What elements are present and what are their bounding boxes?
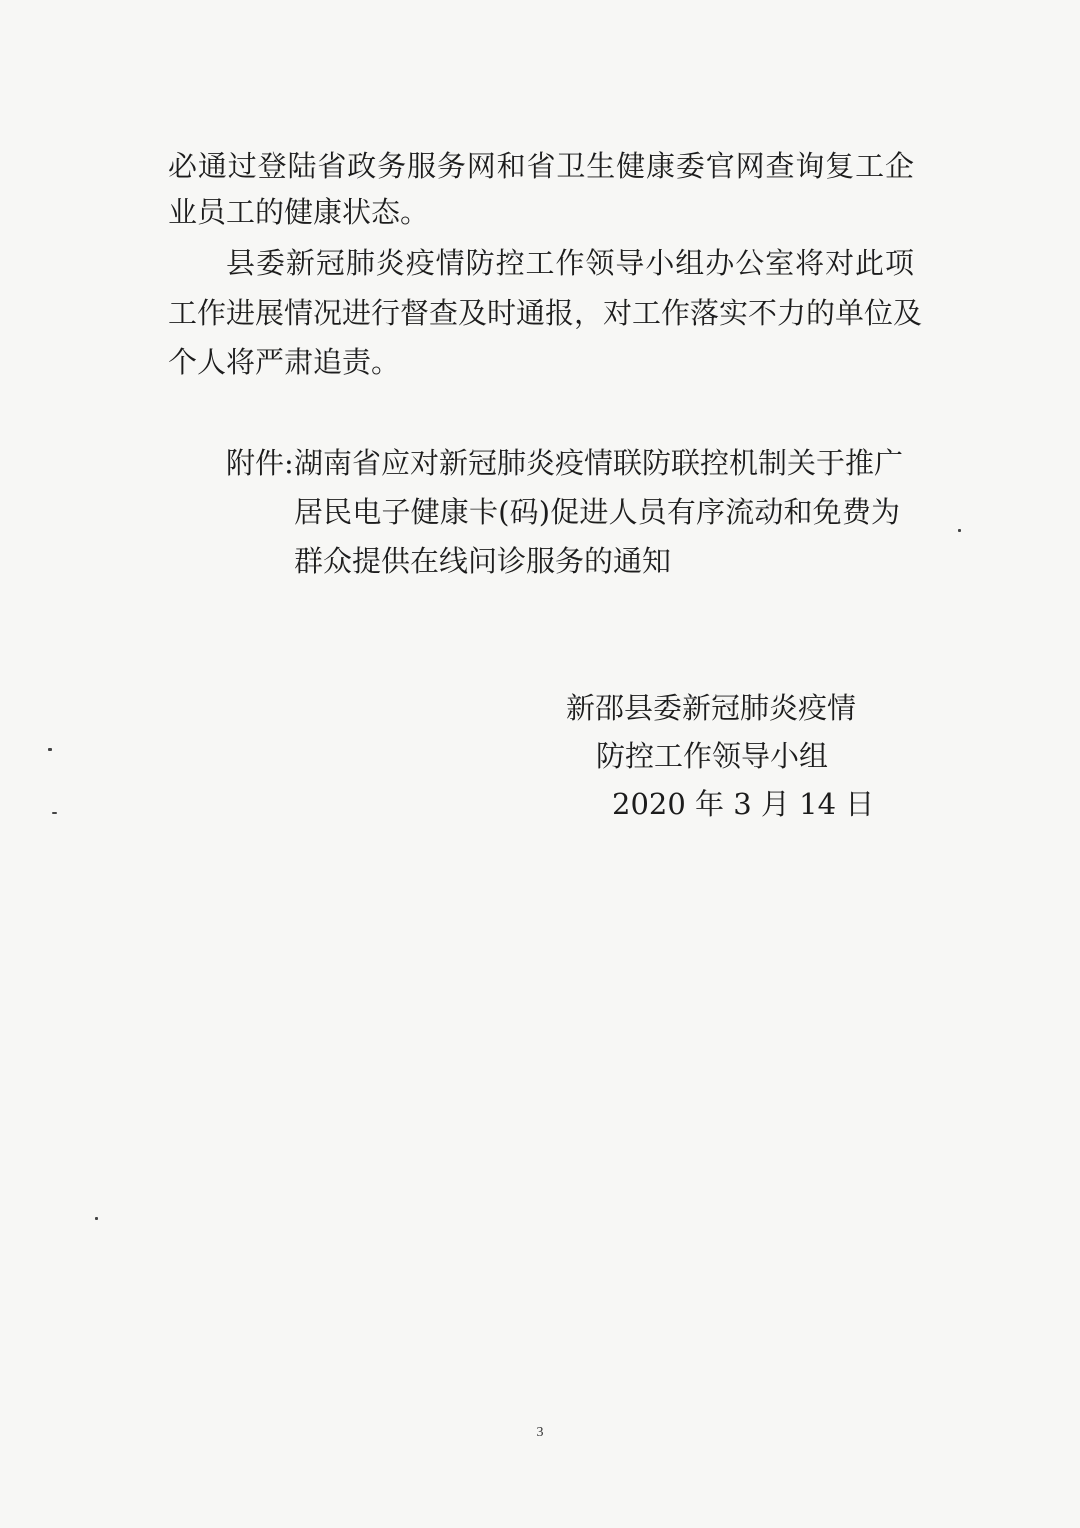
body-para1-line2: 业员工的健康状态。 <box>168 195 430 229</box>
page-number: 3 <box>536 1425 544 1440</box>
scan-speck <box>52 812 57 814</box>
body-para2-line1: 县委新冠肺炎疫情防控工作领导小组办公室将对此项 <box>226 246 914 280</box>
signature-date: 2020 年 3 月 14 日 <box>612 787 875 821</box>
body-para2-line2: 工作进展情况进行督查及时通报，对工作落实不力的单位及 <box>168 296 923 330</box>
scan-speck <box>95 1217 98 1220</box>
body-para2-line3: 个人将严肃追责。 <box>168 345 401 379</box>
scan-speck <box>48 748 52 751</box>
scan-speck <box>958 529 961 532</box>
attachment-title-line1: 湖南省应对新冠肺炎疫情联防联控机制关于推广 <box>294 446 904 480</box>
signature-org-line2: 防控工作领导小组 <box>596 739 829 773</box>
attachment-title-line2: 居民电子健康卡(码)促进人员有序流动和免费为 <box>294 495 900 529</box>
signature-org-line1: 新邵县委新冠肺炎疫情 <box>566 691 857 725</box>
body-para1-line1: 必通过登陆省政务服务网和省卫生健康委官网查询复工企 <box>168 149 914 183</box>
attachment-title-line3: 群众提供在线问诊服务的通知 <box>294 544 672 578</box>
attachment-label: 附件: <box>226 446 294 480</box>
